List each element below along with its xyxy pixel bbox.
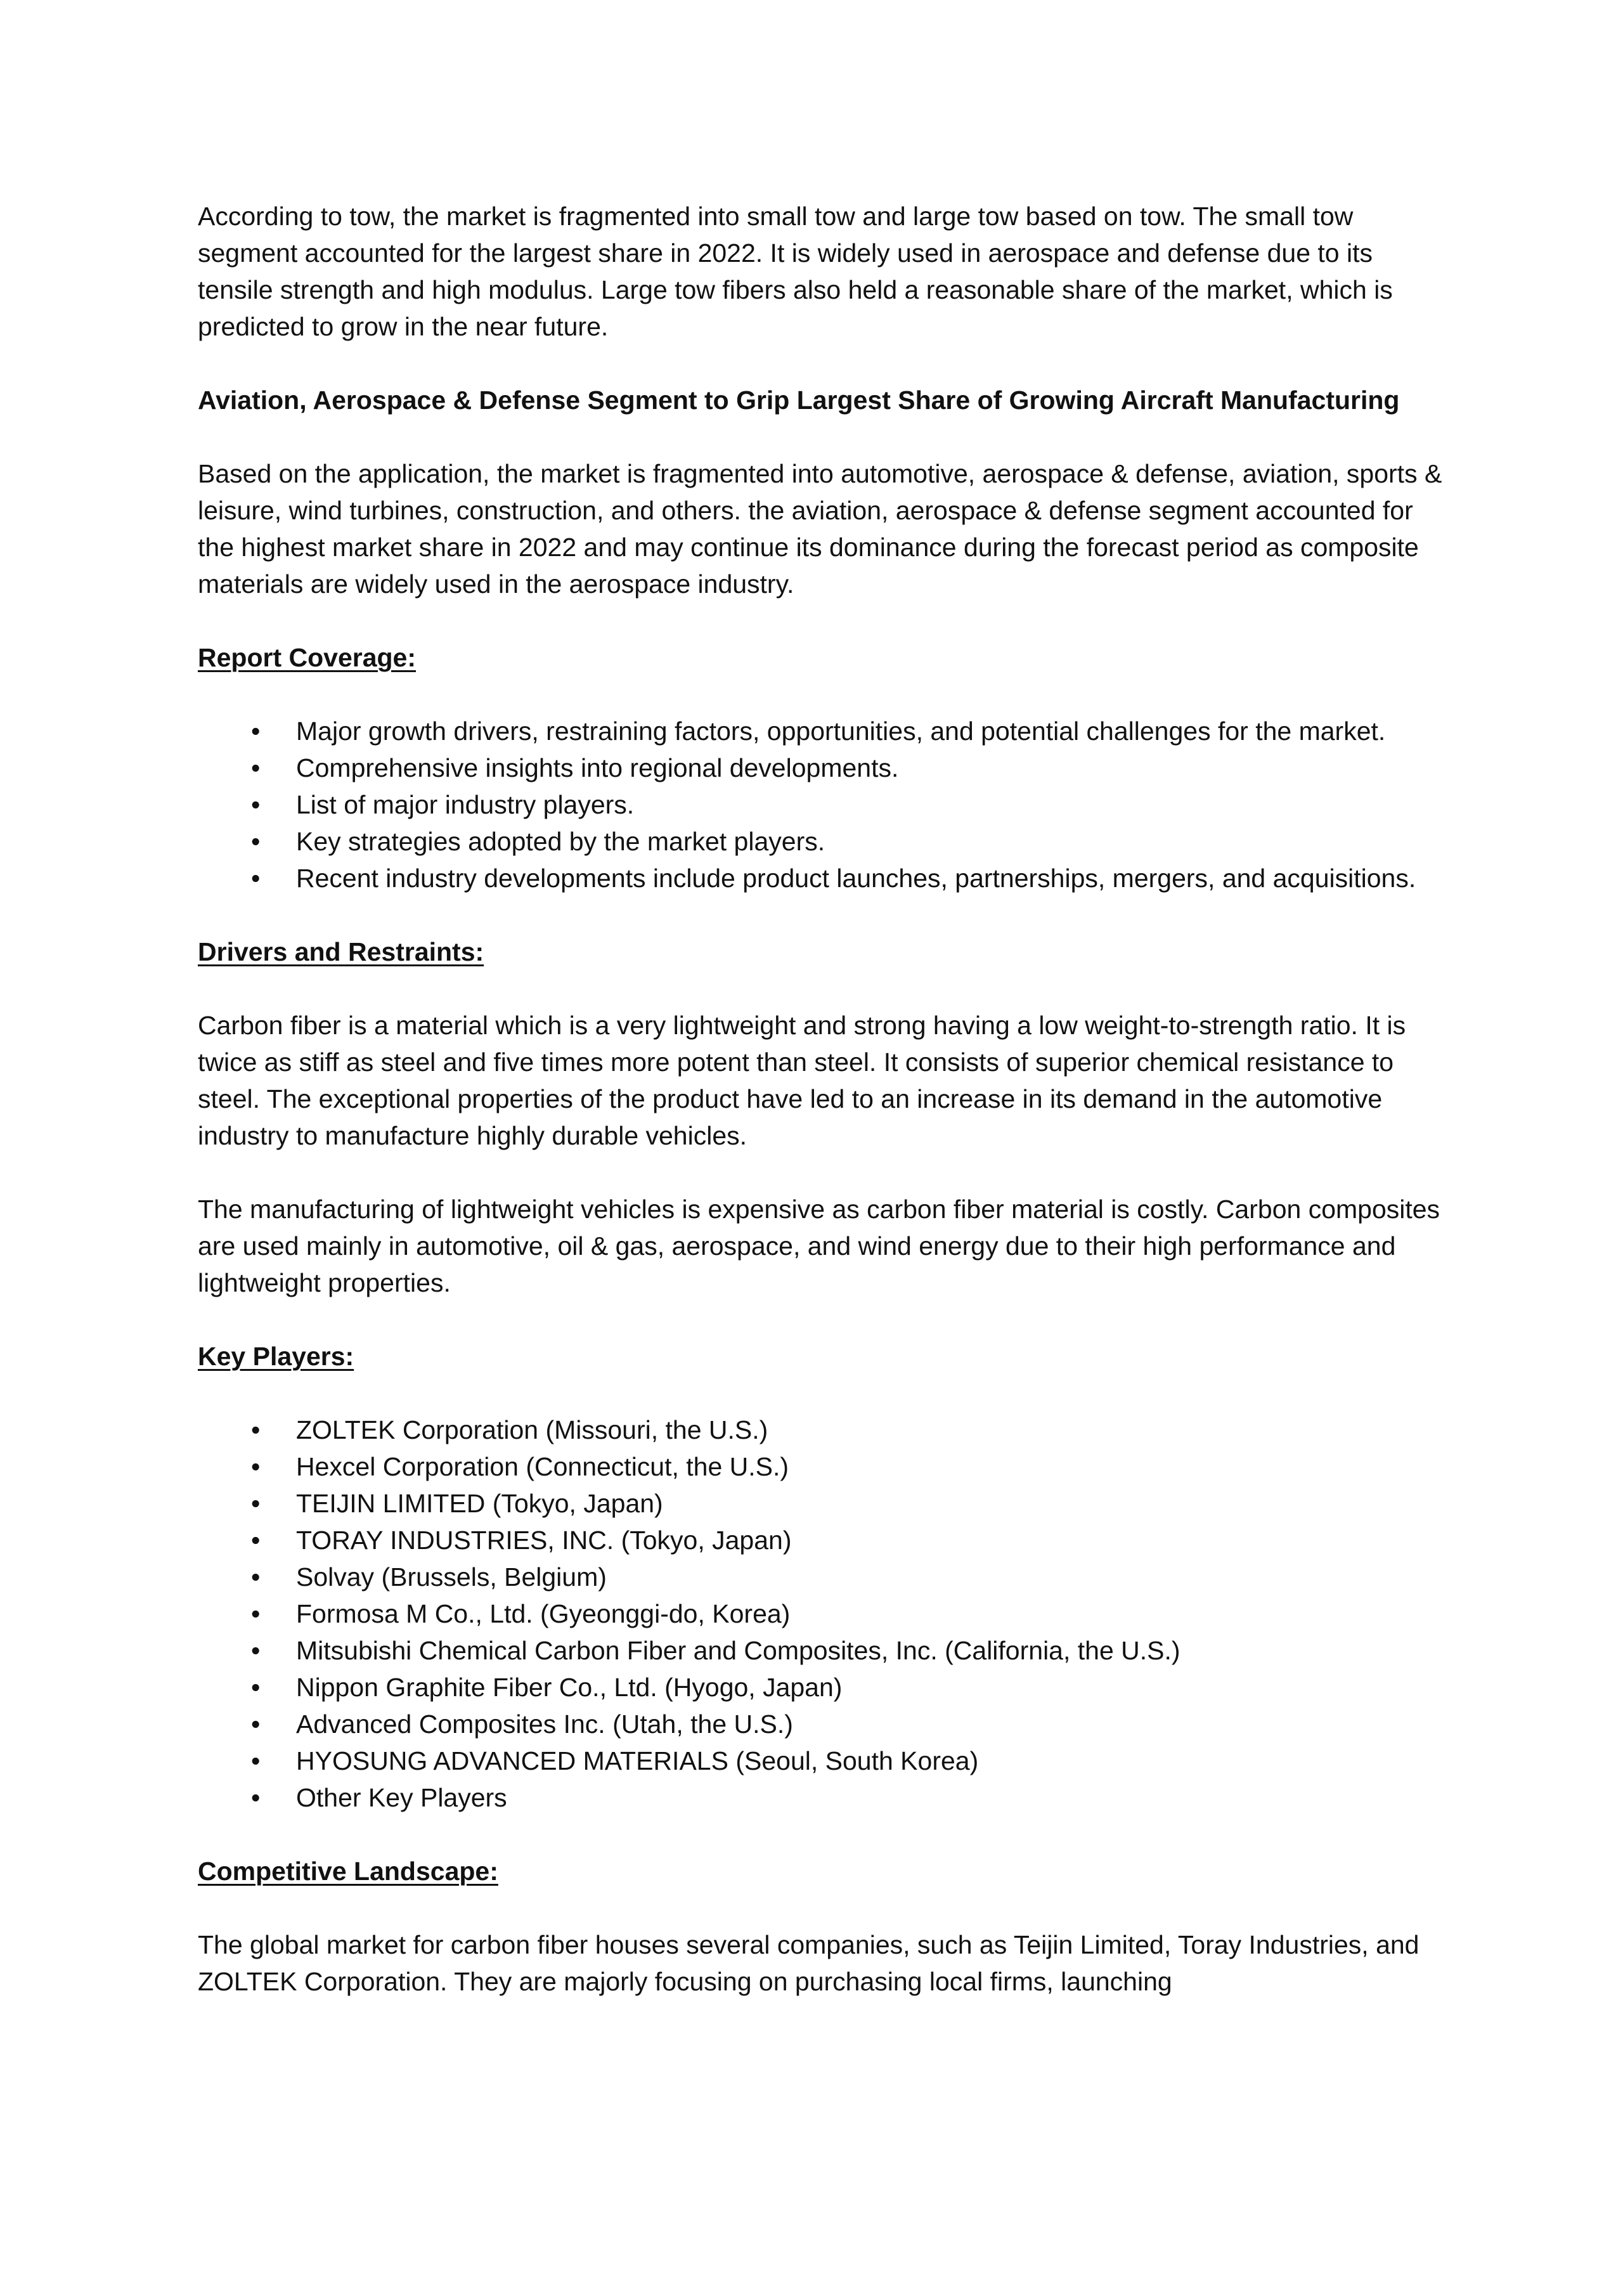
list-item-text: Mitsubishi Chemical Carbon Fiber and Composites, Inc. (California, the U.S.): [296, 1636, 1180, 1665]
application-paragraph: Based on the application, the market is fragmented into automotive, aerospace & defense, aviation, sports & leisure, wind turbines, construction, and others. the aviation, aerospace & defense segment accounted for the highest market share in 2022 and may continue its dominance during the forecast period as composite materials are widely used in the aerospace industry.: [198, 459, 1442, 599]
list-item-text: Other Key Players: [296, 1783, 507, 1812]
list-item: [198, 823, 1445, 860]
list-item: [198, 1559, 1445, 1595]
bullet-icon: •: [251, 1636, 261, 1665]
list-item: [198, 749, 1445, 786]
bullet-icon: •: [251, 827, 261, 856]
list-item-text: Formosa M Co., Ltd. (Gyeonggi-do, Korea): [296, 1599, 791, 1628]
report-coverage-heading: Report Coverage:: [198, 643, 417, 672]
bullet-icon: •: [251, 1673, 261, 1702]
list-item-text: Recent industry developments include product launches, partnerships, mergers, and acquisitions.: [296, 864, 1416, 893]
list-item: [198, 1632, 1445, 1669]
bullet-icon: •: [251, 717, 261, 746]
list-item-text: HYOSUNG ADVANCED MATERIALS (Seoul, South Korea): [296, 1746, 979, 1775]
bullet-icon: •: [251, 1526, 261, 1555]
list-item: [198, 713, 1445, 749]
list-item-text: Major growth drivers, restraining factors, opportunities, and potential challenges for the market.: [296, 717, 1386, 746]
bullet-icon: •: [251, 864, 261, 893]
list-item: [198, 1779, 1445, 1816]
list-item: [198, 860, 1445, 897]
bullet-icon: •: [251, 1562, 261, 1592]
list-item-text: Nippon Graphite Fiber Co., Ltd. (Hyogo, Japan): [296, 1673, 843, 1702]
bullet-icon: •: [251, 1783, 261, 1812]
bullet-icon: •: [251, 1709, 261, 1739]
list-item: [198, 786, 1445, 823]
list-item-text: Key strategies adopted by the market players.: [296, 827, 825, 856]
list-item: [198, 1706, 1445, 1742]
list-item-text: Solvay (Brussels, Belgium): [296, 1562, 607, 1592]
list-item-text: Comprehensive insights into regional developments.: [296, 753, 899, 782]
list-item: [198, 1411, 1445, 1448]
competitive-landscape-heading: Competitive Landscape:: [198, 1857, 498, 1886]
list-item-text: List of major industry players.: [296, 790, 635, 819]
key-players-list: [198, 1411, 1445, 1816]
tow-paragraph: According to tow, the market is fragmented into small tow and large tow based on tow. The small tow segment accounted for the largest share in 2022. It is widely used in aerospace and defense due to its tensile strength and high modulus. Large tow fibers also held a reasonable share of the market, which is predicted to grow in the near future.: [198, 202, 1393, 341]
list-item: [198, 1485, 1445, 1522]
bullet-icon: •: [251, 1489, 261, 1518]
list-item-text: Advanced Composites Inc. (Utah, the U.S.): [296, 1709, 793, 1739]
key-players-heading: Key Players:: [198, 1342, 354, 1371]
list-item: [198, 1448, 1445, 1485]
list-item: [198, 1595, 1445, 1632]
document-body: [198, 198, 1445, 2037]
list-item-text: TORAY INDUSTRIES, INC. (Tokyo, Japan): [296, 1526, 792, 1555]
drivers-paragraph-1: Carbon fiber is a material which is a very lightweight and strong having a low weight-to-strength ratio. It is twice as stiff as steel and five times more potent than steel. It consists of superior chemical resistance to steel. The exceptional properties of the product have led to an increase in its demand in the automotive industry to manufacture highly durable vehicles.: [198, 1011, 1406, 1150]
bullet-icon: •: [251, 753, 261, 782]
drivers-restraints-heading: Drivers and Restraints:: [198, 937, 484, 966]
list-item: [198, 1669, 1445, 1706]
list-item-text: Hexcel Corporation (Connecticut, the U.S.): [296, 1452, 789, 1481]
application-segment-heading: Aviation, Aerospace & Defense Segment to Grip Largest Share of Growing Aircraft Manufacturing: [198, 386, 1400, 415]
bullet-icon: •: [251, 1746, 261, 1775]
report-coverage-list: [198, 713, 1445, 897]
bullet-icon: •: [251, 1599, 261, 1628]
bullet-icon: •: [251, 790, 261, 819]
list-item: [198, 1522, 1445, 1559]
bullet-icon: •: [251, 1415, 261, 1444]
competitive-paragraph: The global market for carbon fiber houses several companies, such as Teijin Limited, Toray Industries, and ZOLTEK Corporation. They are majorly focusing on purchasing local firms, launching: [198, 1930, 1419, 1996]
list-item: [198, 1742, 1445, 1779]
drivers-paragraph-2: The manufacturing of lightweight vehicles is expensive as carbon fiber material is costly. Carbon composites are used mainly in automotive, oil & gas, aerospace, and wind energy due to their high performance and lightweight properties.: [198, 1195, 1440, 1297]
list-item-text: TEIJIN LIMITED (Tokyo, Japan): [296, 1489, 663, 1518]
list-item-text: ZOLTEK Corporation (Missouri, the U.S.): [296, 1415, 768, 1444]
bullet-icon: •: [251, 1452, 261, 1481]
